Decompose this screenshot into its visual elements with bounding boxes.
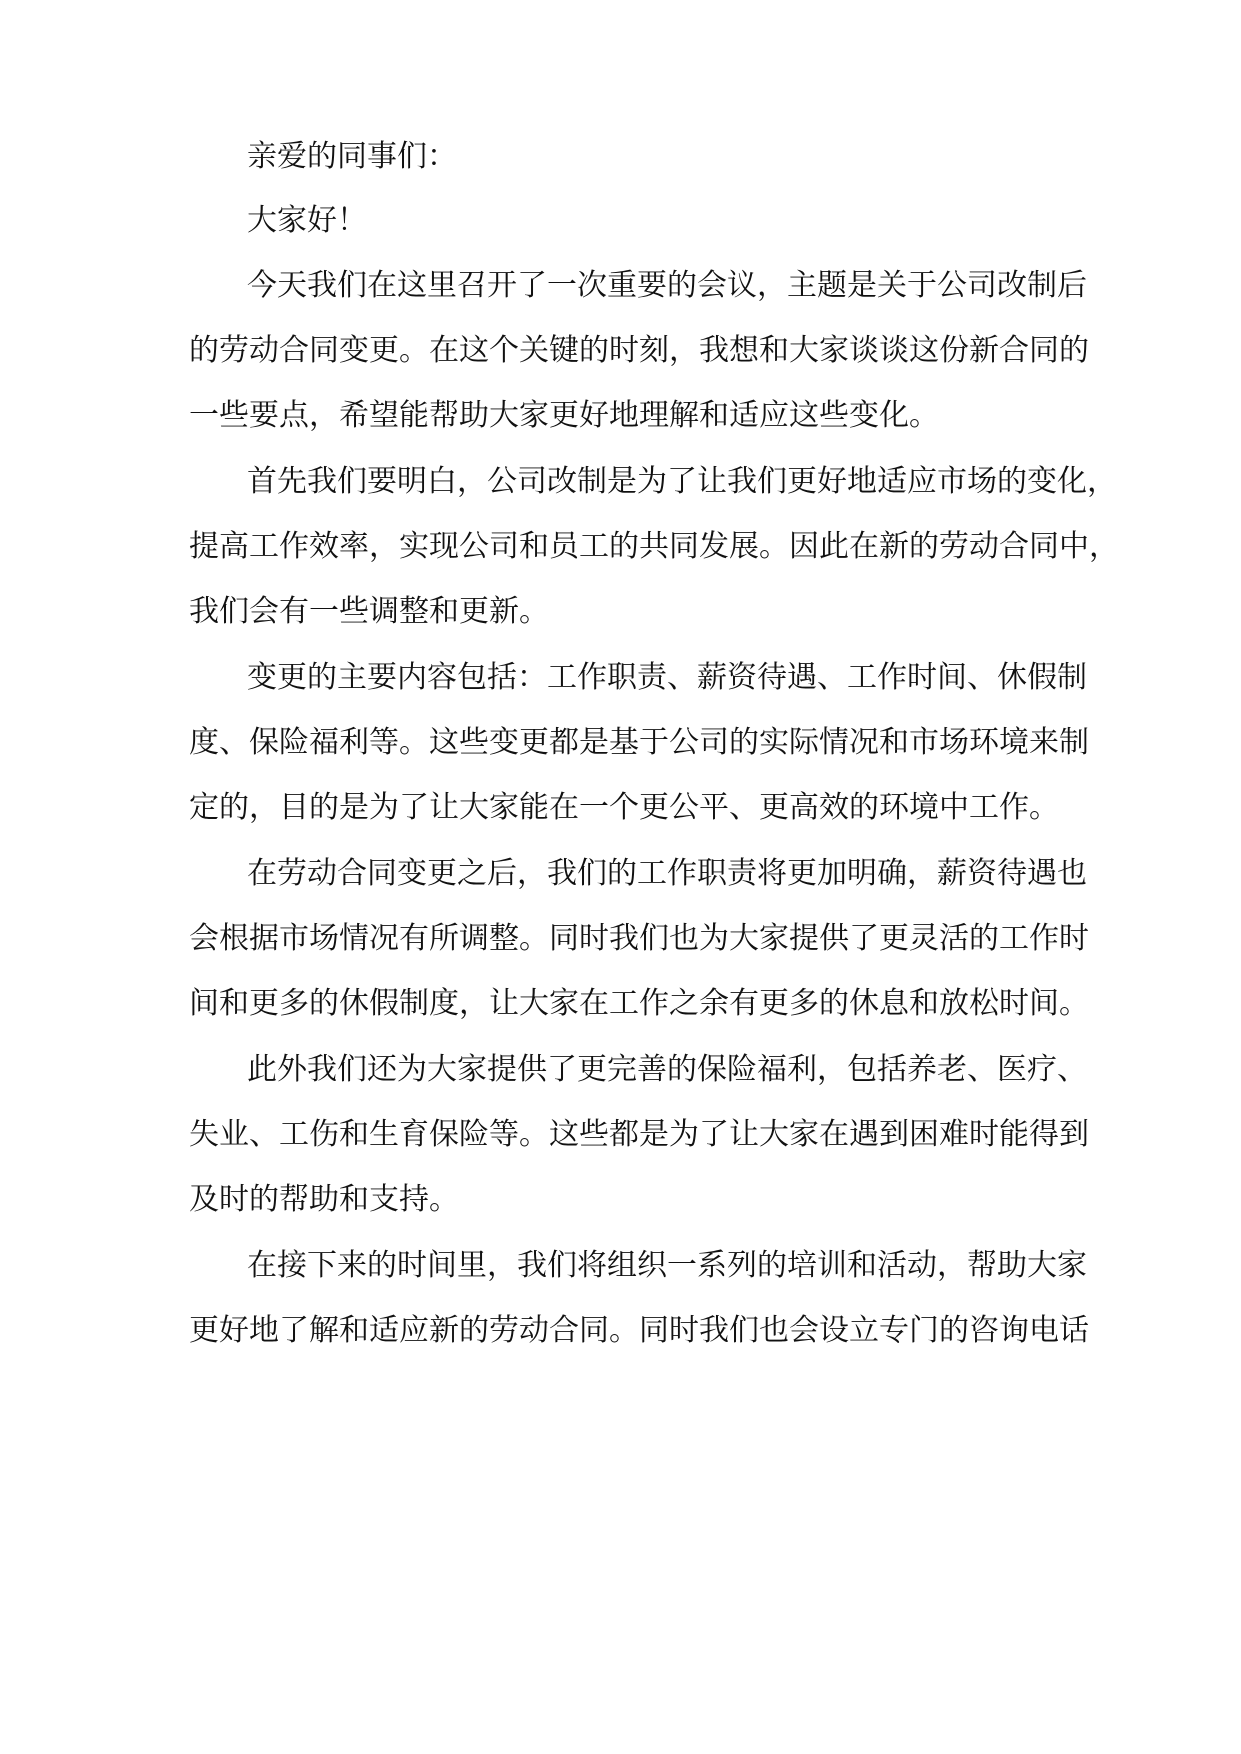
paragraph-2-line-3: 我们会有一些调整和更新。 [189, 594, 549, 629]
paragraph-5-line-2: 失业、工伤和生育保险等。这些都是为了让大家在遇到困难时能得到 [189, 1117, 1089, 1152]
paragraph-1-line-1: 今天我们在这里召开了一次重要的会议，主题是关于公司改制后 [247, 268, 1087, 303]
paragraph-5-line-3: 及时的帮助和支持。 [189, 1182, 459, 1217]
paragraph-3-line-3: 定的，目的是为了让大家能在一个更公平、更高效的环境中工作。 [189, 790, 1059, 825]
paragraph-3-line-1: 变更的主要内容包括：工作职责、薪资待遇、工作时间、休假制 [247, 660, 1087, 695]
paragraph-2-line-2: 提高工作效率，实现公司和员工的共同发展。因此在新的劳动合同中， [189, 529, 1119, 564]
paragraph-1-line-3: 一些要点，希望能帮助大家更好地理解和适应这些变化。 [189, 398, 939, 433]
paragraph-6-line-1: 在接下来的时间里，我们将组织一系列的培训和活动，帮助大家 [247, 1248, 1087, 1283]
greeting: 大家好！ [247, 203, 367, 238]
paragraph-6-line-2: 更好地了解和适应新的劳动合同。同时我们也会设立专门的咨询电话 [189, 1313, 1089, 1348]
paragraph-1-line-2: 的劳动合同变更。在这个关键的时刻，我想和大家谈谈这份新合同的 [189, 333, 1089, 368]
paragraph-2-line-1: 首先我们要明白，公司改制是为了让我们更好地适应市场的变化， [247, 464, 1117, 499]
paragraph-4-line-3: 间和更多的休假制度，让大家在工作之余有更多的休息和放松时间。 [189, 986, 1089, 1021]
paragraph-4-line-1: 在劳动合同变更之后，我们的工作职责将更加明确，薪资待遇也 [247, 856, 1087, 891]
paragraph-5-line-1: 此外我们还为大家提供了更完善的保险福利，包括养老、医疗、 [247, 1052, 1087, 1087]
salutation: 亲爱的同事们： [247, 139, 457, 174]
paragraph-3-line-2: 度、保险福利等。这些变更都是基于公司的实际情况和市场环境来制 [189, 725, 1089, 760]
paragraph-4-line-2: 会根据市场情况有所调整。同时我们也为大家提供了更灵活的工作时 [189, 921, 1089, 956]
